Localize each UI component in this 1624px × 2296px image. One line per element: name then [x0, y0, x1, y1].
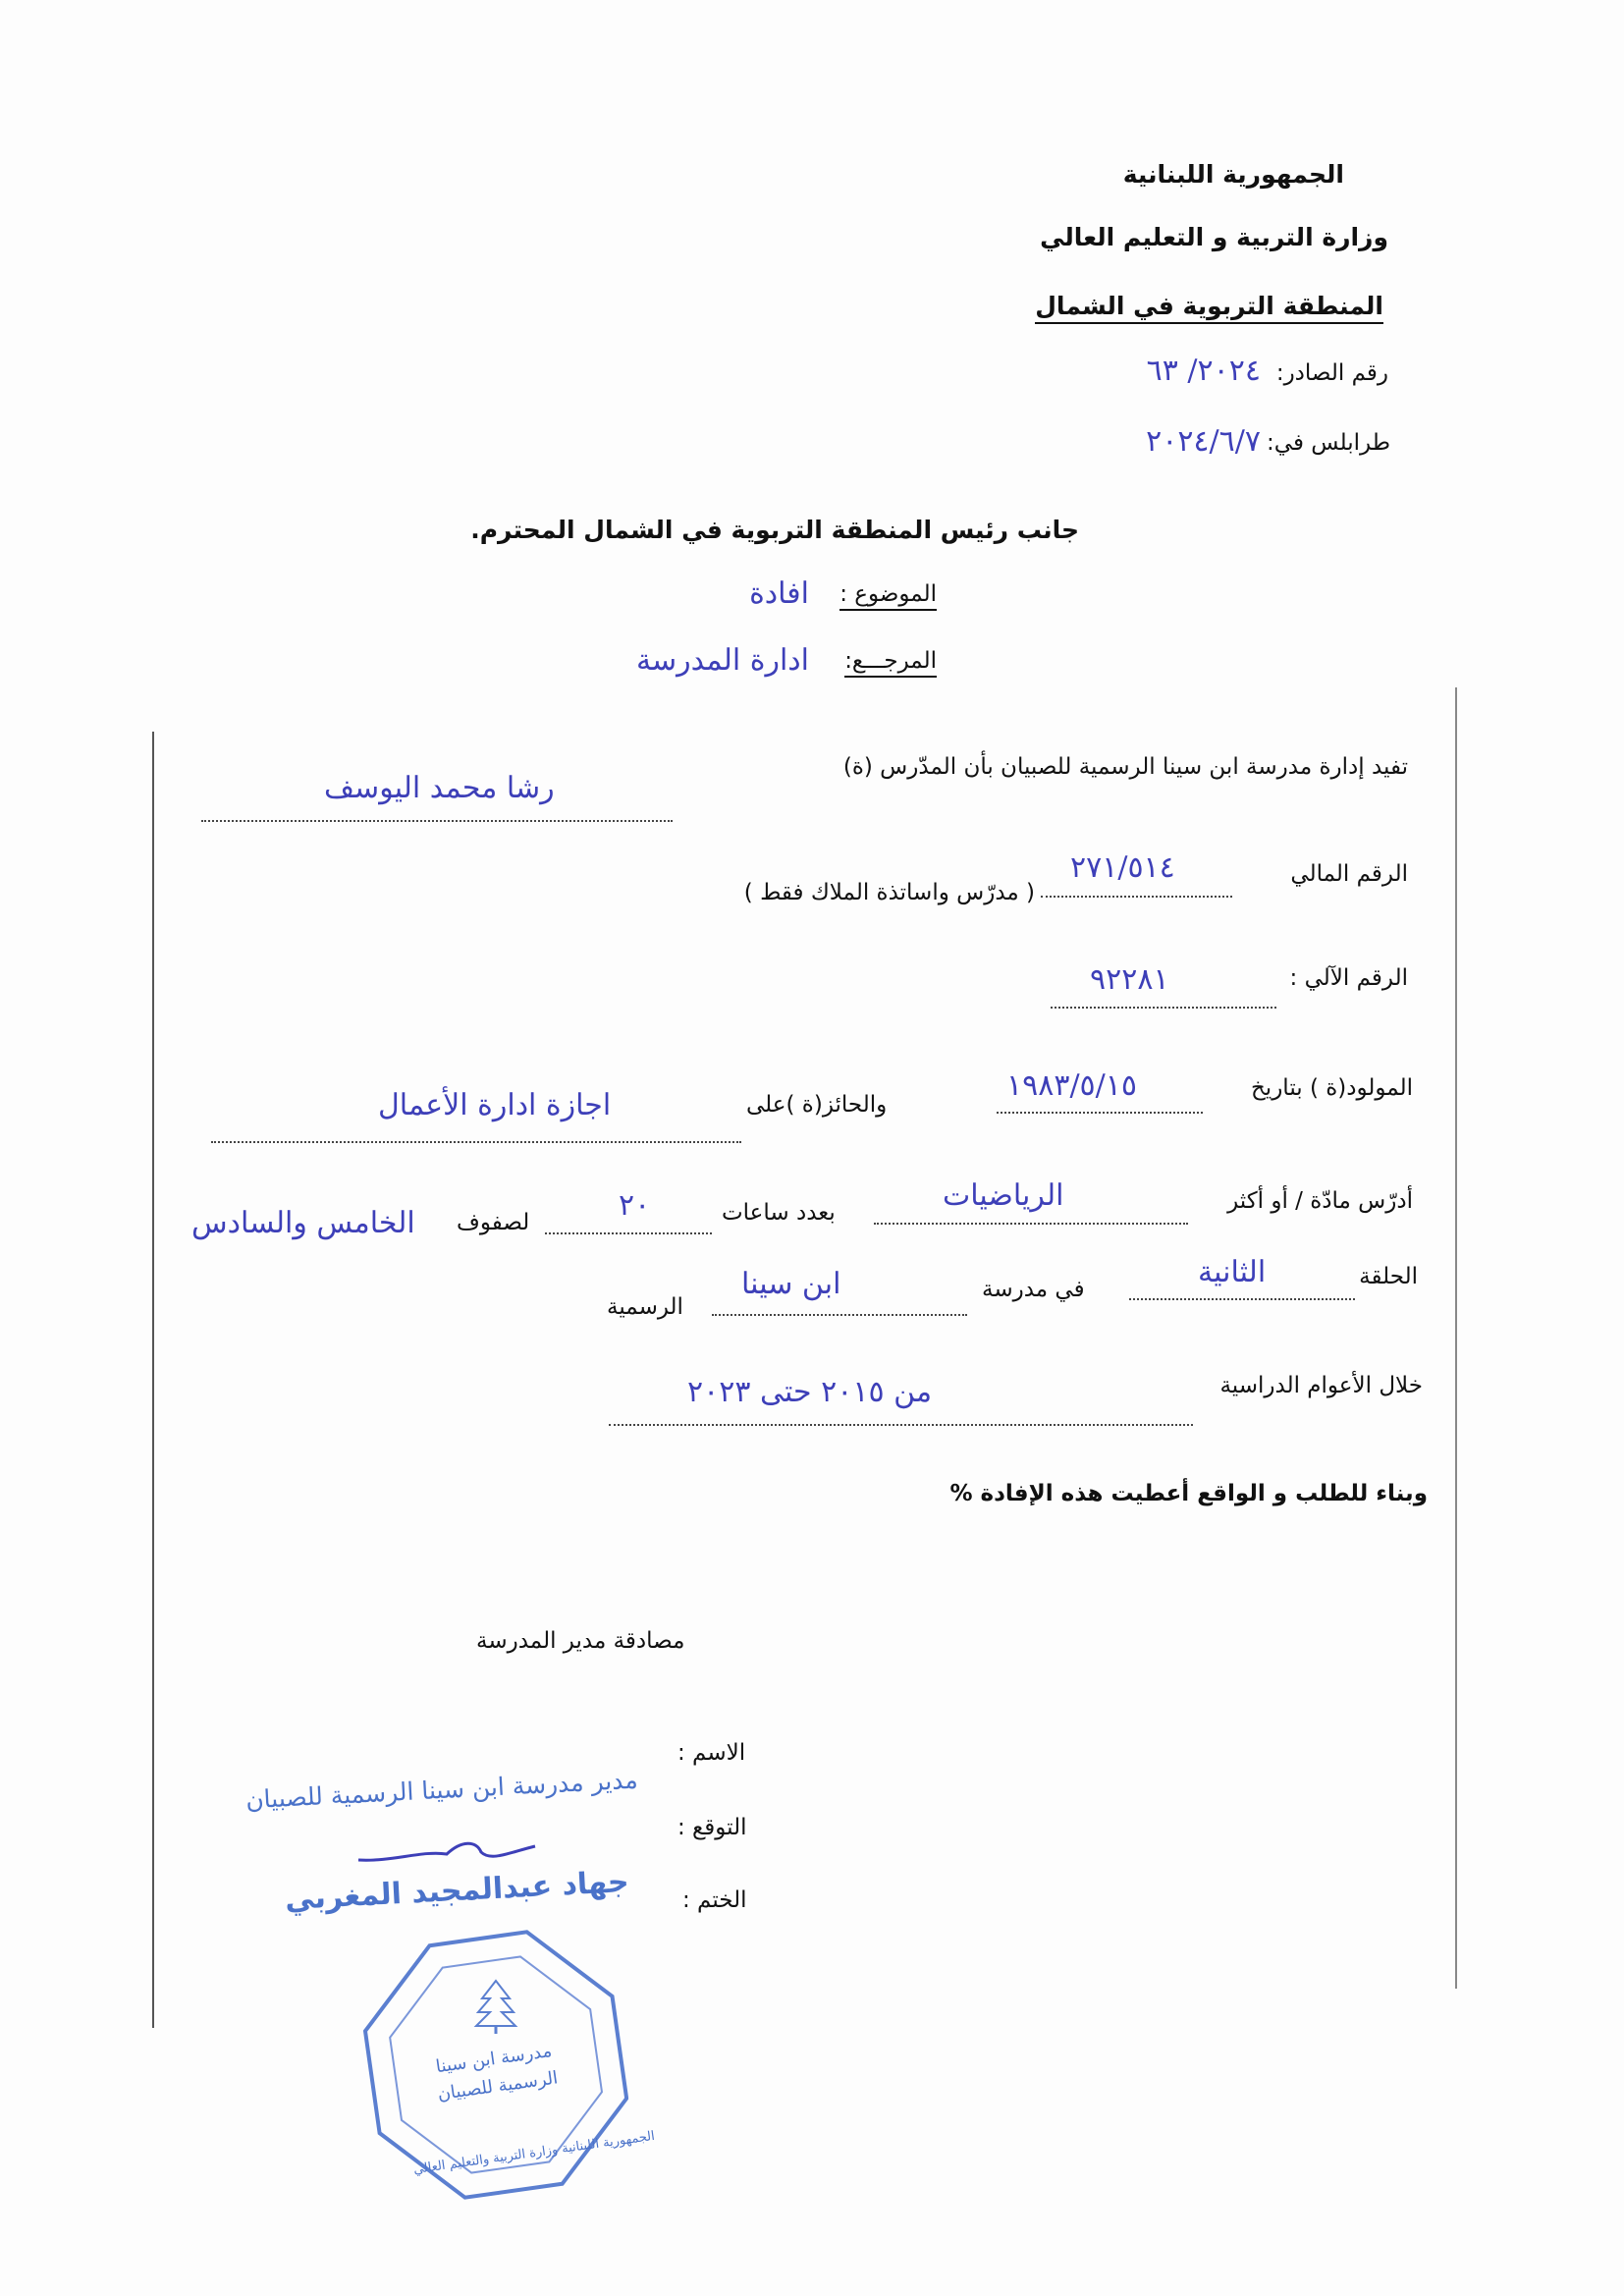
teacher-name: رشا محمد اليوسف — [324, 771, 555, 805]
approval-title: مصادقة مدير المدرسة — [476, 1628, 685, 1654]
reference-label: المرجـــع: — [844, 648, 937, 678]
years-dots — [609, 1424, 1193, 1426]
director-title-stamp: مدير مدرسة ابن سينا الرسمية للصبيان — [244, 1765, 639, 1815]
subject-label: الموضوع : — [839, 581, 937, 611]
frame-right-line — [1455, 687, 1457, 1989]
date-label: طرابلس في: — [1267, 430, 1390, 456]
subject-taught-value: الرياضيات — [943, 1178, 1064, 1213]
school-dots — [712, 1314, 967, 1316]
auto-number-dots — [1051, 1007, 1276, 1009]
issue-number-label: رقم الصادر: — [1275, 360, 1388, 386]
cedar-icon — [476, 1981, 515, 2034]
director-name-stamp: جهاد عبدالمجيد المغربي — [284, 1864, 630, 1918]
header-republic: الجمهورية اللبنانية — [1122, 160, 1344, 189]
financial-label: الرقم المالي — [1290, 861, 1408, 887]
closing-statement: وبناء للطلب و الواقع أعطيت هذه الإفادة % — [949, 1481, 1428, 1506]
cycle-value: الثانية — [1198, 1255, 1267, 1289]
intro-text: تفيد إدارة مدرسة ابن سينا الرسمية للصبيان بأن المدّرس (ة) — [842, 754, 1408, 780]
birth-label: المولود(ة ) بتاريخ — [1250, 1075, 1413, 1101]
header-ministry: وزارة التربية و التعليم العالي — [1040, 223, 1388, 251]
birth-value: ١٩٨٣/٥/١٥ — [1006, 1068, 1138, 1103]
reference-value: ادارة المدرسة — [635, 643, 809, 678]
grades-label: لصفوف — [457, 1210, 530, 1235]
grades-value: الخامس والسادس — [191, 1206, 415, 1240]
financial-value: ٢٧١/٥١٤ — [1070, 850, 1175, 885]
degree-dots — [211, 1141, 741, 1143]
official-label: الرسمية — [607, 1294, 683, 1320]
issue-number-value: ٢٠٢٤/ ٦٣ — [1146, 354, 1261, 388]
financial-dots — [1041, 896, 1232, 898]
teaches-label: أدرّس مادّة / أو أكثر — [1227, 1188, 1413, 1214]
signature-scribble — [353, 1832, 540, 1872]
header-region: المنطقة التربوية في الشمال — [1035, 292, 1383, 324]
degree-label: والحائز(ة )على — [746, 1092, 888, 1118]
date-value: ٢٠٢٤/٦/٧ — [1146, 424, 1261, 459]
degree-value: اجازة ادارة الأعمال — [378, 1088, 612, 1122]
school-label: في مدرسة — [982, 1277, 1085, 1302]
seal-center-text: مدرسة ابن سينا الرسمية للصبيان — [434, 2040, 560, 2105]
seal-label: الختم : — [682, 1887, 747, 1913]
subject-value: افادة — [749, 576, 809, 611]
hours-value: ٢٠ — [619, 1188, 651, 1223]
years-value: من ٢٠١٥ حتى ٢٠٢٣ — [687, 1375, 933, 1409]
cycle-label: الحلقة — [1359, 1264, 1418, 1289]
auto-number-label: الرقم الآلي : — [1289, 965, 1408, 991]
frame-left-line — [152, 732, 154, 2028]
school-value: ابن سينا — [741, 1267, 841, 1301]
addressee: جانب رئيس المنطقة التربوية في الشمال المحترم. — [470, 516, 1079, 544]
years-label: خلال الأعوام الدراسية — [1219, 1373, 1423, 1398]
seal-ring-text: الجمهورية اللبنانية وزارة التربية والتعليم العالي — [412, 2128, 656, 2178]
financial-note: ( مدرّس واساتذة الملاك فقط ) — [743, 880, 1035, 905]
cycle-dots — [1129, 1298, 1355, 1300]
birth-dots — [997, 1112, 1203, 1114]
signature-label: التوقع : — [677, 1815, 747, 1840]
name-label: الاسم : — [677, 1740, 746, 1766]
hours-label: بعدد ساعات — [722, 1200, 836, 1226]
hours-dots — [545, 1232, 712, 1234]
subject-dots — [874, 1223, 1188, 1225]
auto-number-value: ٩٢٢٨١ — [1090, 962, 1169, 997]
school-seal — [363, 1930, 656, 2200]
teacher-name-dots — [201, 820, 673, 822]
